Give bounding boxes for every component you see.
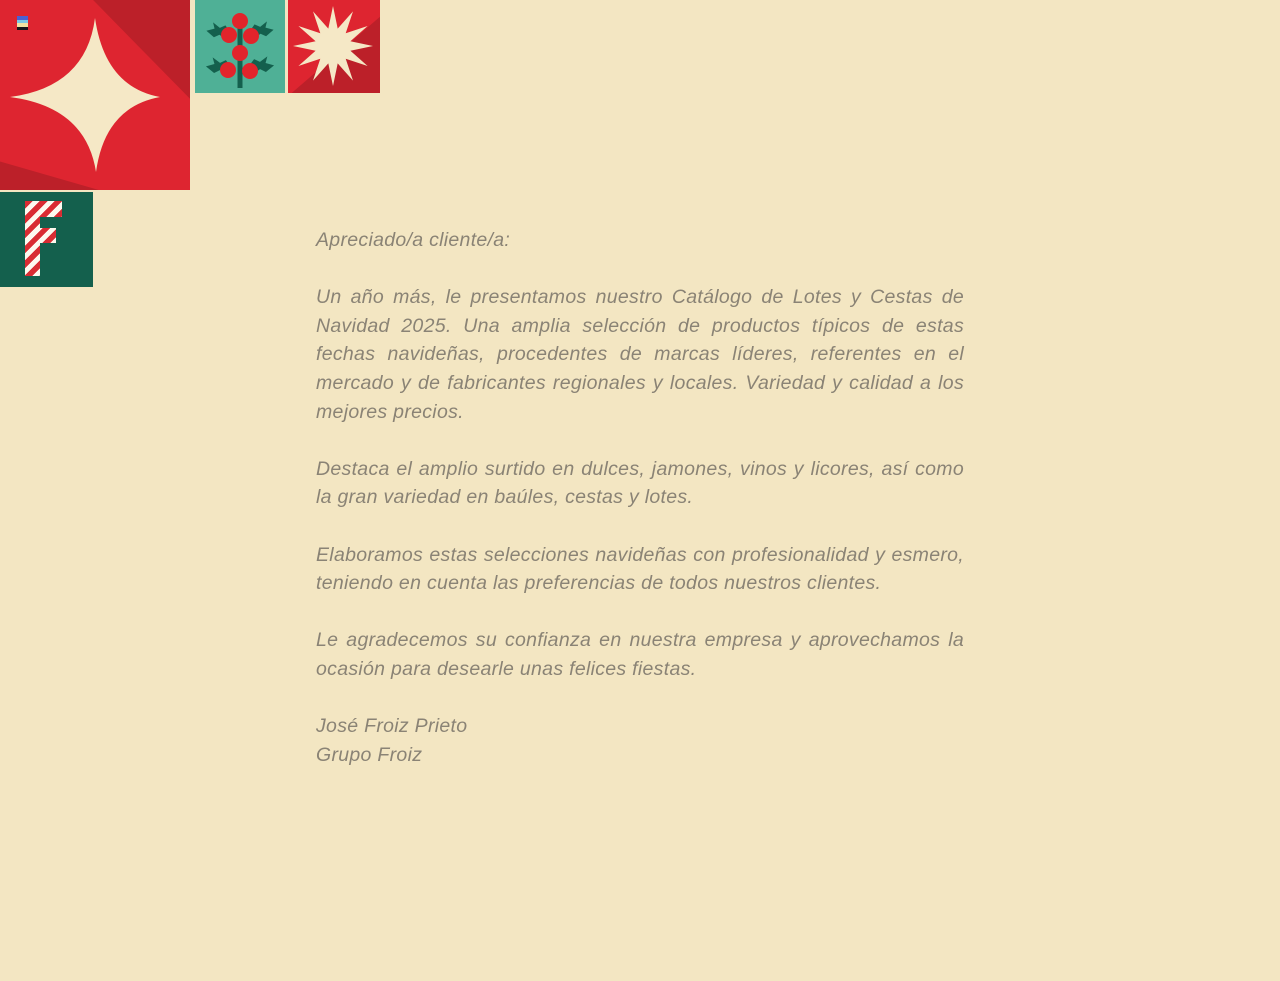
letter-paragraph: Destaca el amplio surtido en dulces, jamones, vinos y licores, así como la gran variedad en baúles, cestas y lotes.: [316, 457, 964, 509]
decor-tile-f-logo: [0, 192, 93, 287]
sparkle-star-icon: [0, 0, 190, 190]
stripes-mini-icon: [17, 16, 28, 30]
signature-name: José Froiz Prieto: [316, 715, 468, 738]
decor-tile-holly: [195, 0, 285, 93]
letter-greeting: Apreciado/a cliente/a:: [316, 229, 511, 251]
letter-body: [316, 226, 964, 769]
sun-star-icon: [288, 0, 380, 93]
letter-paragraph: Le agradecemos su confianza en nuestra empresa y aprovechamos la ocasión para desearle unas felices fiestas.: [316, 629, 964, 680]
holly-berries-icon: [195, 0, 285, 93]
letter-paragraph: Un año más, le presentamos nuestro Catálogo de Lotes y Cestas de Navidad 2025. Una amplia selección de productos típicos de estas fechas navideñas, procedentes de marcas líderes, referentes en el mercado y de fabricantes regionales y locales. Variedad y calidad a los mejores precios.: [316, 286, 964, 423]
decor-tile-sparkle: [0, 0, 190, 190]
froiz-f-monogram: [25, 201, 62, 276]
decor-tile-sun: [288, 0, 380, 93]
signature-company: Grupo Froiz: [316, 743, 423, 766]
letter-paragraph: Elaboramos estas selecciones navideñas con profesionalidad y esmero, teniendo en cuenta las preferencias de todos nuestros clientes.: [316, 543, 964, 595]
letter-signature: [316, 712, 964, 769]
